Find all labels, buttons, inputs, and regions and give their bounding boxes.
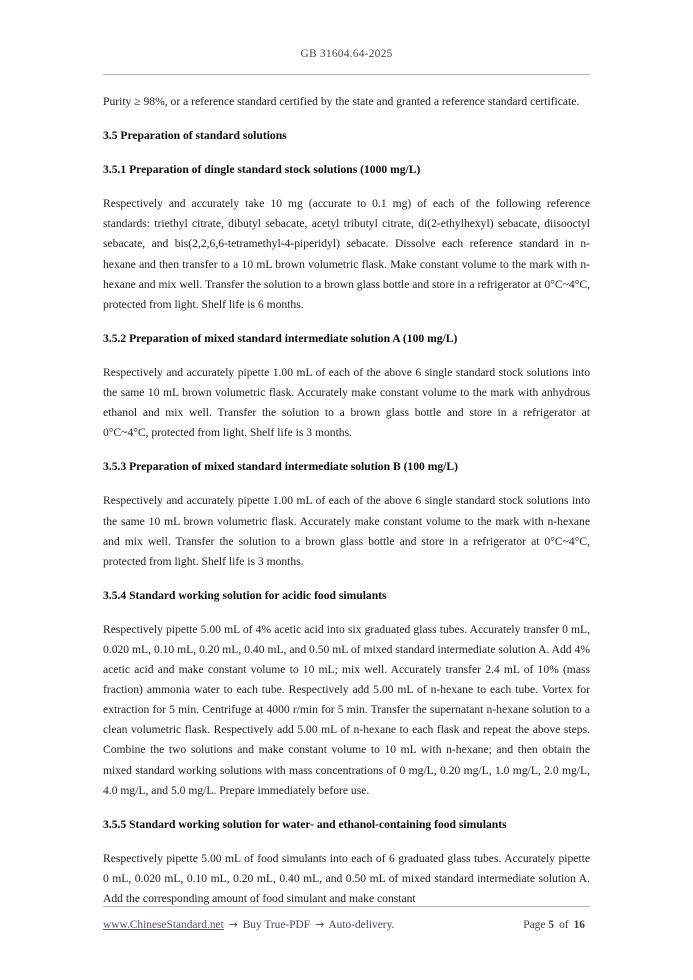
paragraph-3-5-4: Respectively pipette 5.00 mL of 4% acetic acid into six graduated glass tubes. Accurately transfer 0 mL, 0.020 mL, 0.10 mL, 0.20 mL, 0.40 mL, and 0.50 mL of mixed standard intermediate solution A. Add 4% acetic acid and make constant volume to 10 mL; mix well. Accurately transfer 2.4 mL of 10% (mass fraction) ammonia water to each tube. Respectively add 5.00 mL of n-hexane to each tube. Vortex for extraction for 5 min. Centrifuge at 4000 r/min for 5 min. Transfer the supernatant n-hexane solution to a clean volumetric flask. Respectively add 5.00 mL of n-hexane to each flask and repeat the above steps. Combine the two solutions and make constant volume to 10 mL with n-hexane; and then obtain the mixed standard working solutions with mass concentrations of 0 mg/L, 0.20 mg/L, 1.0 mg/L, 2.0 mg/L, 4.0 mg/L, and 5.0 mg/L. Prepare immediately before use. — [103, 622, 590, 797]
paragraph-3-5-1: Respectively and accurately take 10 mg (accurate to 0.1 mg) of each of the following reference standards: triethyl citrate, dibutyl sebacate, acetyl tributyl citrate, di(2-ethylhexyl) sebacate, diisooctyl sebacate, and bis(2,2,6,6-tetramethyl-4-piperidyl) sebacate. Dissolve each reference standard in n-hexane and then transfer to a 10 mL brown volumetric flask. Make constant volume to the mark with n-hexane and mix well. Transfer the solution to a brown glass bottle and store in a refrigerator at 0°C~4°C, protected from light. Shelf life is 6 months. — [103, 197, 590, 311]
chinesestandard-link[interactable]: www.ChineseStandard.net — [103, 919, 224, 931]
heading-3-5-5: 3.5.5 Standard working solution for water- and ethanol-containing food simulants — [103, 817, 507, 831]
buy-true-pdf-label: Buy True-PDF — [242, 919, 311, 931]
page-header — [103, 48, 590, 83]
paragraph-3-5-5: Respectively pipette 5.00 mL of food simulants into each of 6 graduated glass tubes. Accurately pipette 0 mL, 0.020 mL, 0.10 mL, 0.20 mL, 0.40 mL, and 0.50 mL of mixed standard intermediate solution A. Add the corresponding amount of food simulant and make constant — [103, 851, 590, 905]
current-page-number: 5 — [548, 919, 555, 931]
document-body — [103, 92, 590, 909]
page-indicator — [523, 917, 590, 933]
standard-number-header: GB 31604.64-2025 — [300, 48, 393, 60]
heading-3-5-4: 3.5.4 Standard working solution for acidic food simulants — [103, 588, 387, 602]
heading-3-5-2: 3.5.2 Preparation of mixed standard intermediate solution A (100 mg/L) — [103, 331, 458, 345]
paragraph-3-5-3: Respectively and accurately pipette 1.00 mL of each of the above 6 single standard stock solutions into the same 10 mL brown volumetric flask. Accurately make constant volume to the mark with n-hexane and mix well. Transfer the solution to a brown glass bottle and store in a refrigerator at 0°C~4°C, protected from light. Shelf life is 3 months. — [103, 494, 590, 568]
heading-3-5-1: 3.5.1 Preparation of dingle standard stock solutions (1000 mg/L) — [103, 163, 421, 177]
intro-paragraph: Purity ≥ 98%, or a reference standard certified by the state and granted a reference standard certificate. — [103, 95, 580, 108]
paragraph-3-5-2: Respectively and accurately pipette 1.00 mL of each of the above 6 single standard stock solutions into the same 10 mL brown volumetric flask. Accurately make constant volume to the mark with anhydrous ethanol and mix well. Transfer the solution to a brown glass bottle and store in a refrigerator at 0°C~4°C, protected from light. Shelf life is 3 months. — [103, 365, 590, 440]
page-footer — [103, 906, 590, 933]
footer-promo — [103, 917, 394, 933]
auto-delivery-label: Auto-delivery. — [328, 919, 395, 931]
header-divider — [103, 74, 590, 75]
of-label: of — [559, 919, 569, 931]
footer-row — [103, 917, 590, 933]
footer-divider — [103, 906, 590, 907]
heading-3-5-3: 3.5.3 Preparation of mixed standard intermediate solution B (100 mg/L) — [103, 460, 458, 474]
total-page-count: 16 — [573, 919, 585, 931]
heading-3-5: 3.5 Preparation of standard solutions — [103, 129, 287, 143]
right-arrow-icon: → — [228, 918, 238, 931]
right-arrow-icon-2: → — [314, 918, 325, 931]
page-label: Page — [523, 919, 546, 931]
